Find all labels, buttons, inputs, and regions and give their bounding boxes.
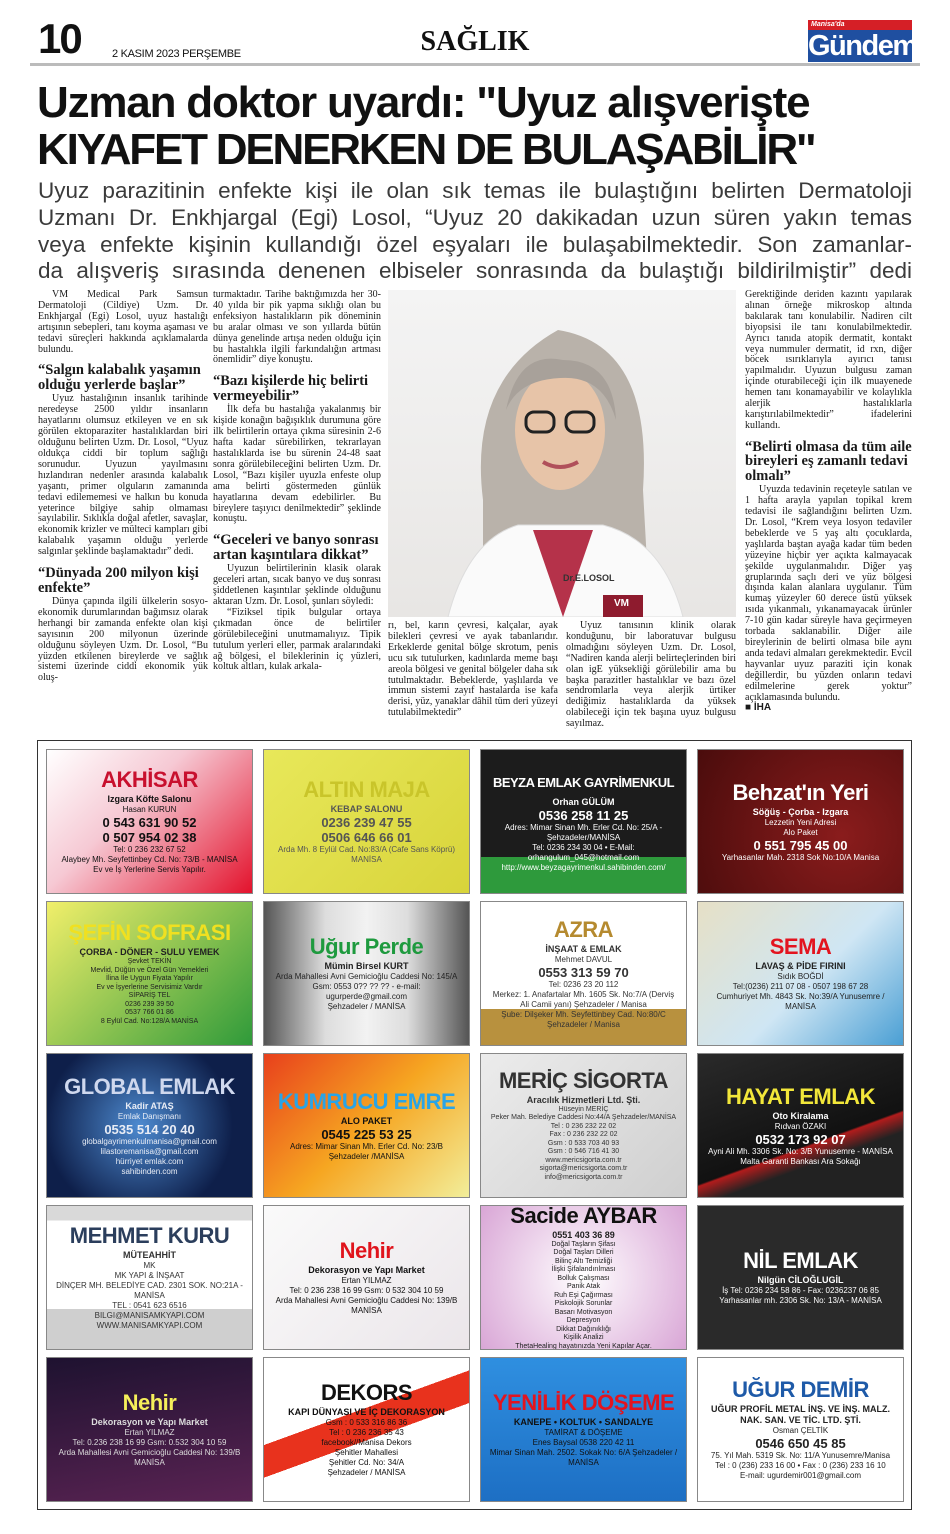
advertisement-card[interactable] xyxy=(263,1053,470,1198)
ad-line: Malta Garanti Bankası Ara Sokağı xyxy=(740,1156,861,1166)
ad-line: Mehmet DAVUL xyxy=(554,954,613,964)
issue-date: 2 KASIM 2023 PERŞEMBE xyxy=(112,48,241,60)
ad-line: Piskolojik Sorunlar xyxy=(554,1300,613,1308)
ad-line: Basarı Motivasyon xyxy=(554,1308,613,1316)
subheading: “Salgın kalabalık yaşamın olduğu yerlerde başlar” xyxy=(38,362,201,393)
ad-line: Ev ve İş Yerlerine Servis Yapılır. xyxy=(93,865,206,874)
ad-line: Şube: Dilşeker Mh. Seyfettinbey Cad. No:80/C Şehzadeler / Manisa xyxy=(501,1009,666,1029)
ad-title: ALTIN MAJA xyxy=(303,777,430,802)
ad-phone: 0236 239 47 55 xyxy=(321,815,412,830)
paragraph: rı, bel, karın çevresi, kalçalar, ayak bilekleri çevresi ve ayak tabanlarıdır. Erkeklerde genital bölge skrotum, penis ucu sık tutulurken, kadınlarda meme başı areola bölgesi ve genital bölgeler daha sık tutulmaktadır. Bebeklerde, yaşlılarda ve immun sistemi zayıf hastalarda ise kafa derisi, yüz, yanaklar dâhil tüm deri yüzeyi tutulabilmektedir” xyxy=(388,621,558,719)
ad-subtitle: Söğüş - Çorba - Izgara xyxy=(752,806,849,817)
advertisement-card[interactable] xyxy=(480,901,687,1046)
ad-line: Hasan KURUN xyxy=(122,805,177,814)
article-column-5 xyxy=(745,290,912,736)
ad-line: Şehzadeler / MANİSA xyxy=(327,1468,406,1477)
ad-subtitle: Izgara Köfte Salonu xyxy=(107,794,192,804)
ad-phone: 0553 313 59 70 xyxy=(538,964,629,980)
headline-line-2: KIYAFET DENERKEN DE BULAŞABİLİR" xyxy=(37,125,815,174)
ad-line: ThetaHealing hayatınızda Yeni Kapılar Açar. xyxy=(515,1342,652,1350)
ad-line: Emlak Danışmanı xyxy=(117,1111,182,1121)
ad-line: SİPARİŞ TEL xyxy=(128,992,171,999)
ad-line: BILGI@MANISAMKYAPI.COM xyxy=(94,1311,205,1320)
ad-line: Doğal Taşları Dilleri xyxy=(553,1249,614,1257)
ad-line: Tel: 0236 23 20 112 xyxy=(548,979,619,989)
ad-line: Tel:(0236) 211 07 08 - 0507 198 67 28 xyxy=(732,982,869,991)
ad-phone: 0545 225 53 25 xyxy=(321,1126,412,1142)
ad-phone: 0236 239 39 50 xyxy=(125,1000,174,1008)
advertisement-card[interactable] xyxy=(263,1205,470,1350)
page-number: 10 xyxy=(38,15,81,62)
ad-line: Ertan YILMAZ xyxy=(341,1276,392,1285)
ad-phone: 0506 646 66 01 xyxy=(321,830,412,845)
ad-title: AZRA xyxy=(553,916,614,942)
ad-phone: 0 543 631 90 52 xyxy=(102,815,197,830)
article-column-4 xyxy=(566,621,736,736)
advertisement-card[interactable] xyxy=(480,1357,687,1502)
subheading: “Geceleri ve banyo sonrası artan kaşıntılara dikkat” xyxy=(213,532,379,563)
paragraph: Uyuzda tedavinin reçeteyle satılan ve 1 hafta arayla yapılan topikal krem tedavisi ile sağlandığını belirten Uzm. Dr. Losol, “Krem veya losyon tedaviler bebeklerde ve 5 yaş altı çocuklarda, yaşlılarda baştan ayağa kadar tüm beden yüzeyine hiçbir yer açıkta kalmayacak şekilde uygulanmalıdır. Diğer yaş gruplarında saçlı deri ve yüz bölgesi dışında kalan alanlara uygulanır. Tüm kumaş yüzeyler 60 derece üstü yüksek ısıda yıkanmalı, yıkanamayacak ürünler 7-10 gün kadar süreyle hava geçirmeyen torbada saklanabilir. Diğer aile bireylerinin de belirti olmasa bile aynı anda tedavi almaları gerekmektedir. Evcil hayvanlar uyuz paraziti için konak değillerdir, bu yüzden onların tedavi edilmelerine gerek yoktur” açıklamasında bulundu. xyxy=(745,484,912,703)
ad-phone: 0537 766 01 86 xyxy=(125,1009,174,1016)
ad-line: lilastoremanisa@gmail.com xyxy=(100,1146,199,1156)
advertisement-card[interactable] xyxy=(480,749,687,894)
ad-line: Arda Mahallesi Avni Gemicioğlu Caddesi No: 139/B MANİSA xyxy=(58,1448,241,1467)
coat-logo: VM xyxy=(614,598,629,609)
ad-line: http://www.beyzagayrimenkul.sahibinden.com/ xyxy=(501,862,666,872)
ad-line: Adres: Mimar Sinan Mh. Erler Cd. No: 23/B xyxy=(290,1141,443,1151)
ad-line: sahibinden.com xyxy=(121,1166,178,1176)
advertisement-card[interactable] xyxy=(263,1357,470,1502)
advertisement-card[interactable] xyxy=(46,1053,253,1198)
ad-subtitle: Dekorasyon ve Yapı Market xyxy=(308,1265,425,1275)
ad-line: Ev ve İşyerlerine Servisimiz Vardır xyxy=(96,983,203,991)
ad-line: Yarhasanlar mh. 2306 Sk. No: 13/A - MANİSA xyxy=(719,1296,882,1305)
deck-line: Uyuz parazitinin enfekte kişi ile olan sık temas ile bulaştığını belirten Dermatoloji xyxy=(38,178,912,203)
ad-line: Ertan YILMAZ xyxy=(124,1428,175,1437)
ad-title: GLOBAL EMLAK xyxy=(64,1073,235,1099)
ad-subtitle: KANEPE • KOLTUK • SANDALYE xyxy=(513,1417,654,1427)
ad-phone: 0536 258 11 25 xyxy=(538,807,629,823)
ad-line: Peker Mah. Belediye Caddesi No:44/A Şehzadeler/MANİSA xyxy=(490,1114,677,1122)
ad-line: Tel: 0.236 238 16 99 Gsm: 0.532 304 10 59 xyxy=(72,1438,227,1447)
advertisement-card[interactable] xyxy=(480,1205,687,1350)
paragraph: turmaktadır. Tarihe baktığımızda her 30-40 yılda bir pik yapma sıklığı olan bu enfeksiyon hastalıkların pik döneminin bu aralar olması ve son yıllarda bütün dünya genelinde artışa neden olduğu için bu hastalıkla ilgili farkındalığın artması önemlidir” diye konuştu. xyxy=(213,290,381,366)
ad-title: DEKORS xyxy=(320,1380,413,1405)
advertisement-card[interactable] xyxy=(46,1205,253,1350)
ad-line: Doğal Taşların Şifası xyxy=(551,1240,616,1248)
ad-line: Gsm : 0 546 716 41 30 xyxy=(547,1148,620,1156)
advertisement-card[interactable] xyxy=(480,1053,687,1198)
deck-line: da alışveriş sırasında denenen elbiseler sonrasında da bulaştığı bildirilmiştir” dedi xyxy=(38,258,912,284)
ad-line: globalgayrimenkulmanisa@gmail.com xyxy=(82,1136,217,1146)
ad-title: NİL EMLAK xyxy=(743,1248,858,1273)
subheading: “Dünyada 200 milyon kişi enfekte” xyxy=(38,565,199,596)
ad-title: BEYZA EMLAK GAYRİMENKUL xyxy=(492,774,675,790)
agency-signature: ■ İHA xyxy=(745,702,772,714)
ad-line: TAMİRAT & DÖŞEME xyxy=(544,1428,623,1437)
ad-title: AKHİSAR xyxy=(101,767,198,792)
ad-line: Arda Mahallesi Avni Gemicioğlu Caddesi No: 145/A xyxy=(275,972,458,981)
ad-line: Rıdvan ÖZAKI xyxy=(774,1121,827,1131)
ad-line: Şehzadeler / MANİSA xyxy=(327,1002,406,1011)
advertisement-card[interactable] xyxy=(46,901,253,1046)
ad-line: Ruh Eşi Çağırması xyxy=(554,1291,613,1299)
ad-line: Bolluk Çalışması xyxy=(557,1274,610,1282)
advertisement-card[interactable] xyxy=(46,749,253,894)
ad-line: Enes Baysal 0538 220 42 11 xyxy=(532,1438,635,1447)
ad-subtitle: Mümin Birsel KURT xyxy=(324,961,409,971)
section-title: SAĞLIK xyxy=(420,26,530,57)
advertisement-card[interactable] xyxy=(697,1357,904,1502)
ad-line: Fax : 0 236 232 22 02 xyxy=(549,1131,618,1139)
ad-line: Panik Atak xyxy=(566,1283,601,1291)
header-divider xyxy=(30,63,920,66)
ad-line: Alaybey Mh. Seyfettinbey Cd. No: 73/B - MANİSA xyxy=(61,855,238,864)
ad-line: Osman ÇELTİK xyxy=(772,1426,829,1435)
logo-main-text: Gündem xyxy=(808,30,917,62)
subheading: “Bazı kişilerde hiç belirti vermeyebilir” xyxy=(213,373,369,404)
ad-line: Hüseyin MERİÇ xyxy=(558,1105,609,1113)
ad-line: 8 Eylül Cad. No:128/A MANİSA xyxy=(100,1017,199,1025)
ad-line: İlişki Şifalandırılması xyxy=(551,1266,616,1274)
deck-line: Uzmanı Dr. Enkhjargal (Egi) Losol, “Uyuz 20 dakikadan uzun süren yakın temas xyxy=(38,204,912,230)
ad-line: 75. Yıl Mah. 5319 Sk. No: 11/A Yunusemre/Manisa xyxy=(710,1451,891,1460)
ad-title: Sacide AYBAR xyxy=(510,1205,657,1228)
ad-line: Sıdık BOĞDİ xyxy=(777,972,824,981)
ad-title: MERİÇ SİGORTA xyxy=(498,1067,669,1093)
ad-line: İlina İle Uygun Fiyata Yapılır xyxy=(106,975,193,982)
ad-line: MK xyxy=(143,1261,156,1270)
ad-line: Dikkat Dağınıklığı xyxy=(556,1325,611,1333)
ad-subtitle: UĞUR PROFİL METAL İNŞ. VE İNŞ. MALZ. NAK. SAN. VE TİC. LTD. ŞTİ. xyxy=(710,1404,890,1425)
subheading: “Belirti olmasa da tüm aile bireyleri eş zamanlı tedavi olmalı” xyxy=(745,438,912,484)
ad-line: Depresyon xyxy=(566,1317,601,1325)
ad-line: Alo Paket xyxy=(783,827,818,837)
advertisement-card[interactable] xyxy=(697,1053,904,1198)
ad-line: Gsm: 0553 0?? ?? ?? - e-mail: ugurperde@gmail.com xyxy=(312,982,421,1001)
advertisement-card[interactable] xyxy=(263,901,470,1046)
ad-line: Arda Mh. 8 Eylül Cad. No:83/A (Cafe Sans Köprü) MANİSA xyxy=(278,845,455,864)
headline-line-1: Uzman doktor uyardı: "Uyuz alışverişte xyxy=(37,78,810,127)
ad-line: İş Tel: 0236 234 58 86 - Fax: 0236237 06 85 xyxy=(722,1286,879,1295)
ad-line: Şehitler Mahallesi xyxy=(334,1448,399,1457)
article-deck xyxy=(38,178,912,285)
ad-title: SEMA xyxy=(769,934,832,959)
ad-line: Tel: 0 236 238 16 99 Gsm: 0 532 304 10 59 xyxy=(289,1286,444,1295)
ad-subtitle: KEBAP SALONU xyxy=(330,804,403,814)
ad-phone: 0535 514 20 40 xyxy=(104,1121,195,1137)
ad-line: facebook//Manisa Dekors xyxy=(321,1438,412,1447)
portrait-illustration xyxy=(388,290,736,617)
advertisement-card[interactable] xyxy=(697,901,904,1046)
ad-line: Mevlid, Düğün ve Özel Gün Yemekleri xyxy=(90,966,209,974)
ad-line: Yarhasanlar Mah. 2318 Sok No:10/A Manisa xyxy=(721,852,880,862)
ad-title: Uğur Perde xyxy=(309,934,424,959)
doctor-portrait-photo xyxy=(388,290,736,617)
coat-name-embroidery: Dr.E.LOSOL xyxy=(563,573,615,583)
ad-line: sigorta@mericsigorta.com.tr xyxy=(539,1165,628,1173)
ad-title: MEHMET KURU xyxy=(69,1223,230,1248)
ad-phone: 0 551 795 45 00 xyxy=(753,837,848,853)
ad-title: Behzat'ın Yeri xyxy=(732,779,869,805)
ad-line: Tel : 0 236 236 35 43 xyxy=(329,1428,404,1437)
paragraph: Uyuz hastalığının insanlık tarihinde neredeyse 2500 yıldır insanların hayatlarını olumsuz etkileyen ve en sık görülen ektoparaziter hastalıklardan biri olduğunu belirten Uzm. Dr. Losol, “Uyuz oldukça ciddi bir toplum sağlığı sorunudur. Uyuzun yayılmasını hızlandıran nedenler arasında kalabalık yaşantı, primer olguların zamanında tedavi edilememesi ve halkın bu konuda yeterince bilgiye sahip olmaması sayılabilir. Sıklıkla doğal afetler, savaşlar, ekonomik krizler ve mülteci kampları gibi kalabalık yaşamın olduğu yerlerde salgınlar şeklinde başlamaktadır” dedi. xyxy=(38,393,208,558)
ad-line: Bilinç Altı Temizliği xyxy=(554,1257,613,1265)
article-column-3 xyxy=(388,621,558,736)
ad-subtitle: MÜTEAHHİT xyxy=(123,1250,176,1260)
ad-line: Tel : 0 (236) 233 16 00 • Fax : 0 (236) 233 16 10 xyxy=(715,1461,886,1470)
advertisement-card[interactable] xyxy=(697,749,904,894)
ad-line: Arda Mahallesi Avni Gemicioğlu Caddesi No: 139/B MANİSA xyxy=(275,1296,458,1315)
ad-line: Cumhuriyet Mh. 4843 Sk. No:39/A Yunusemre / MANİSA xyxy=(716,992,885,1011)
ad-phone: 0532 173 92 07 xyxy=(755,1131,846,1147)
ad-line: Şevket TEKİN xyxy=(127,958,172,965)
ad-title: UĞUR DEMİR xyxy=(732,1377,869,1402)
paragraph: Uyuz tanısının klinik olarak konduğunu, bir laboratuvar bulgusu olmadığını söyleyen Uzm. Dr. Losol, “Nadiren kanda alerji belirteçlerinden biri olan igE yüksekliği görülebilir ama bu başka parazitler hastalıklar ve bazı özel sendromlarla veya alerjik ürtiker dediğimiz hastalıklarda da yüksek olabileceği için tek başına uyuz bulgusu sayılmaz. xyxy=(566,621,736,730)
advertisement-card[interactable] xyxy=(46,1357,253,1502)
ad-line: Şehzadeler /MANİSA xyxy=(328,1151,405,1161)
newspaper-logo[interactable] xyxy=(808,20,917,62)
ad-subtitle: KAPI DÜNYASI VE İÇ DEKORASYON xyxy=(288,1407,445,1417)
ad-line: info@mericsigorta.com.tr xyxy=(544,1173,623,1181)
ad-line: Gsm : 0 533 703 40 93 xyxy=(547,1139,620,1147)
article-column-1 xyxy=(38,290,208,736)
ad-line: Kişilik Analizi xyxy=(563,1334,604,1342)
ad-subtitle: Dekorasyon ve Yapı Market xyxy=(91,1417,208,1427)
paragraph: İlk defa bu hastalığa yakalanmış bir kişide konağın bağışıklık durumuna göre ilk belirtilerin ortaya çıkma süresinin 2-6 hafta kadar sürebilirken, tekrarlayan hastalıklarda ise bu sürenin 24-48 saat sonra görülebileceğini belirten Uzm. Dr. Losol, “Bazı kişiler uyuzla enfeste olup ama belirti göstermeden günlük hayatlarına devam edebilirler. Bu bireylere taşıyıcı denilmektedir” şeklinde konuştu. xyxy=(213,404,381,525)
ad-title: YENİLİK DÖŞEME xyxy=(492,1390,675,1415)
ad-line: Mimar Sinan Mah. 2502. Sokak No: 6/A Şehzadeler / MANİSA xyxy=(489,1448,678,1467)
ad-line: Tel: 0236 234 30 04 • E-Mail: orhangulum_045@hotmail.com xyxy=(527,842,640,862)
ad-subtitle: 0551 403 36 89 xyxy=(552,1229,615,1240)
ad-line: hürriyet emlak.com xyxy=(115,1156,184,1166)
ad-line: Şehitler Cd. No: 34/A xyxy=(328,1458,405,1467)
ad-line: Adres: Mimar Sinan Mh. Erler Cd. No: 25/A - Şehzadeler/MANİSA xyxy=(504,822,663,842)
ad-subtitle: LAVAŞ & PİDE FIRINI xyxy=(755,961,846,971)
article-column-2 xyxy=(213,290,381,736)
ad-subtitle: Kadir ATAŞ xyxy=(125,1100,174,1111)
ad-line: Merkez: 1. Anafartalar Mh. 1605 Sk. No:7/A (Derviş Ali Camii yanı) Şehzadeler / Manisa xyxy=(492,989,675,1009)
ad-line: DİNÇER MH. BELEDİYE CAD. 2301 SOK. NO:21A - MANİSA xyxy=(56,1281,243,1300)
ad-line: Lezzetin Yeni Adresi xyxy=(764,817,837,827)
ad-subtitle: Aracılık Hizmetleri Ltd. Şti. xyxy=(526,1094,641,1105)
ad-title: ŞEFİN SOFRASI xyxy=(68,920,231,945)
ad-subtitle: İNŞAAT & EMLAK xyxy=(545,943,622,954)
ad-line: Tel: 0 236 232 67 52 xyxy=(113,845,186,854)
ad-subtitle: ÇORBA - DÖNER - SULU YEMEK xyxy=(79,947,220,957)
ad-line: Tel : 0 236 232 22 02 xyxy=(550,1122,617,1130)
ad-line: Ayni Ali Mh. 3306 Sk. No: 3/B Yunusemre - MANİSA xyxy=(708,1146,893,1156)
paragraph: Dünya çapında ilgili ülkelerin sosyo-ekonomik durumlarından bağımsız olarak herhangi bir zamanda enfekte olan kişi sayısının 200 milyonun üzerinde olduğunu söyleyen Uzm. Dr. Losol, “Bu yüzden etkilenen bireylerde ve sağlık sistemi üzerinde ciddi ekonomik yük oluş- xyxy=(38,596,208,684)
ad-phone: 0546 650 45 85 xyxy=(755,1436,846,1451)
ad-subtitle: Oto Kiralama xyxy=(772,1110,829,1121)
deck-line: veya enfekte kişinin kullandığı özel eşyaları ile bulaşabilmektedir. Son zamanlar- xyxy=(38,231,912,257)
ad-subtitle: Orhan GÜLÜM xyxy=(552,796,615,807)
paragraph: “Fiziksel tipik bulgular ortaya çıkmadan önce de belirtiler görülebileceğini unutmamalıyız. Tipik tutulum yerleri eller, parmak aralarındaki ağ bölgesi, el bileklerinin iç yüzleri, koltuk altları, kulak arkala- xyxy=(213,606,381,673)
paragraph: Uyuzun belirtilerinin klasik olarak geceleri artan, sıcak banyo ve duş sonrası şiddetlenen kaşıntılar şeklinde olduğunu aktaran Uzm. Dr. Losol, şunları söyledi: xyxy=(213,563,381,608)
advertisement-card[interactable] xyxy=(263,749,470,894)
ad-title: Nehir xyxy=(339,1238,394,1263)
ad-line: TEL : 0541 623 6516 xyxy=(112,1301,187,1310)
ad-line: WWW.MANISAMKYAPI.COM xyxy=(96,1321,203,1330)
logo-top-text: Manisa'da xyxy=(808,20,912,30)
paragraph: VM Medical Park Samsun Dermatoloji (Cildiye) Uzm. Dr. Enkhjargal (Egi) Losol, uyuz hastalığı artışının sebepleri, tanı koyma aşaması ve tedavi süreçleri hakkında açıklamalarda bulundu. xyxy=(38,290,208,355)
ad-subtitle: ALO PAKET xyxy=(340,1115,393,1126)
ad-line: Gsm : 0 533 316 86 36 xyxy=(325,1418,408,1427)
ad-line: E-mail: ugurdemir001@gmail.com xyxy=(739,1471,862,1480)
ad-line: www.mericsigorta.com.tr xyxy=(545,1156,622,1164)
ad-title: Nehir xyxy=(122,1390,177,1415)
ad-phone: 0 507 954 02 38 xyxy=(102,830,197,845)
ad-line: MK YAPI & İNŞAAT xyxy=(114,1271,185,1280)
ad-subtitle: Nilgün CİLOĞLUGİL xyxy=(757,1275,844,1285)
paragraph: Gerektiğinde deriden kazıntı yapılarak alınan örneğe mikroskop altında bakılarak tanı konulabilir. Nadiren cilt biyopsisi ile tanı konulabilmektedir. Ayrıcı tanıda atopik dermatit, kontakt veya nummuler dermatit, id rxn, diğer böcek ısırıklarıyla ayırıcı tanısı yapılmalıdır. Uyuzun bulgusu zaman içinde oturabileceği için ilk muayenede hemen tanı konamayabilir ve kolaylıkla alerjik hastalıklarla karıştırılabilmektedir” ifadelerini kullandı. xyxy=(745,290,912,431)
advertisement-card[interactable] xyxy=(697,1205,904,1350)
advertisement-grid xyxy=(37,740,912,1510)
ad-title: KUMRUCU EMRE xyxy=(277,1088,456,1114)
ad-title: HAYAT EMLAK xyxy=(726,1083,875,1109)
